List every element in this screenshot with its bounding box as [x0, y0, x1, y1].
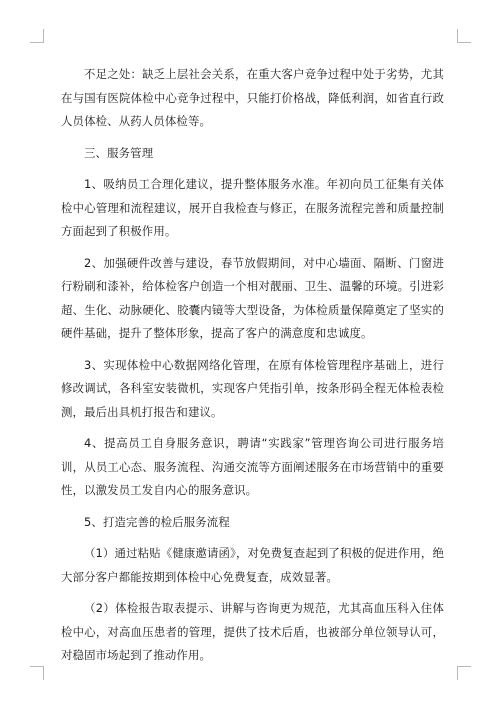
paragraph-weaknesses: 不足之处：缺乏上层社会关系，在重大客户竞争过程中处于劣势，尤其在与国有医院体检中心竞争过程中，只能打价格战，降低利润，如省直行政人员体检、从药人员体检等。 — [61, 67, 444, 129]
crop-mark-top-left-v — [43, 29, 44, 43]
crop-mark-bottom-left-v — [43, 666, 44, 680]
crop-mark-bottom-right-v — [457, 666, 458, 680]
paragraph-item-1: 1、吸纳员工合理化建议，提升整体服务水准。年初向员工征集有关体检中心管理和流程建议，展开自我检查与修正，在服务流程完善和质量控制方面起到了积极作用。 — [61, 176, 444, 239]
paragraph-item-2: 2、加强硬件改善与建设，春节放假期间，对中心墙面、隔断、门窗进行粉刷和漆补，给体检客户创造一个相对靓丽、卫生、温馨的环境。引进彩超、生化、动脉硬化、胶囊内镜等大型设备，为体检质量保障奠定了坚实的硬件基础，提升了整体形象，提高了客户的满意度和忠诚度。 — [61, 255, 444, 341]
crop-mark-top-right-v — [457, 29, 458, 43]
crop-mark-top-left-h — [30, 42, 44, 43]
paragraph-subitem-1: （1）通过粘贴《健康邀请函》，对免费复查起到了积极的促进作用，绝大部分客户都能按期到体检中心免费复查，成效显著。 — [61, 546, 444, 584]
crop-mark-top-right-h — [457, 42, 471, 43]
paragraph-item-3: 3、实现体检中心数据网络化管理，在原有体检管理程序基础上，进行修改调试，各科室安装微机，实现客户凭指引单，按条形码全程无体检表检测，最后出具机打报告和建议。 — [61, 357, 444, 419]
crop-mark-bottom-left-h — [30, 666, 44, 667]
crop-mark-bottom-right-h — [457, 666, 471, 667]
document-body — [61, 63, 444, 668]
paragraph-item-5-heading: 5、打造完善的检后服务流程 — [84, 514, 230, 529]
paragraph-item-4: 4、提高员工自身服务意识，聘请“实践家”管理咨询公司进行服务培训，从员工心态、服务流程、沟通交流等方面阐述服务在市场营销中的重要性，以激发员工发自内心的服务意识。 — [61, 436, 444, 498]
paragraph-subitem-2: （2）体检报告取表提示、讲解与咨询更为规范，尤其高血压科入住体检中心，对高血压患者的管理，提供了技术后盾，也被部分单位领导认可，对稳固市场起到了推动作用。 — [61, 601, 444, 663]
section-heading-service-management: 三、服务管理 — [84, 145, 154, 160]
